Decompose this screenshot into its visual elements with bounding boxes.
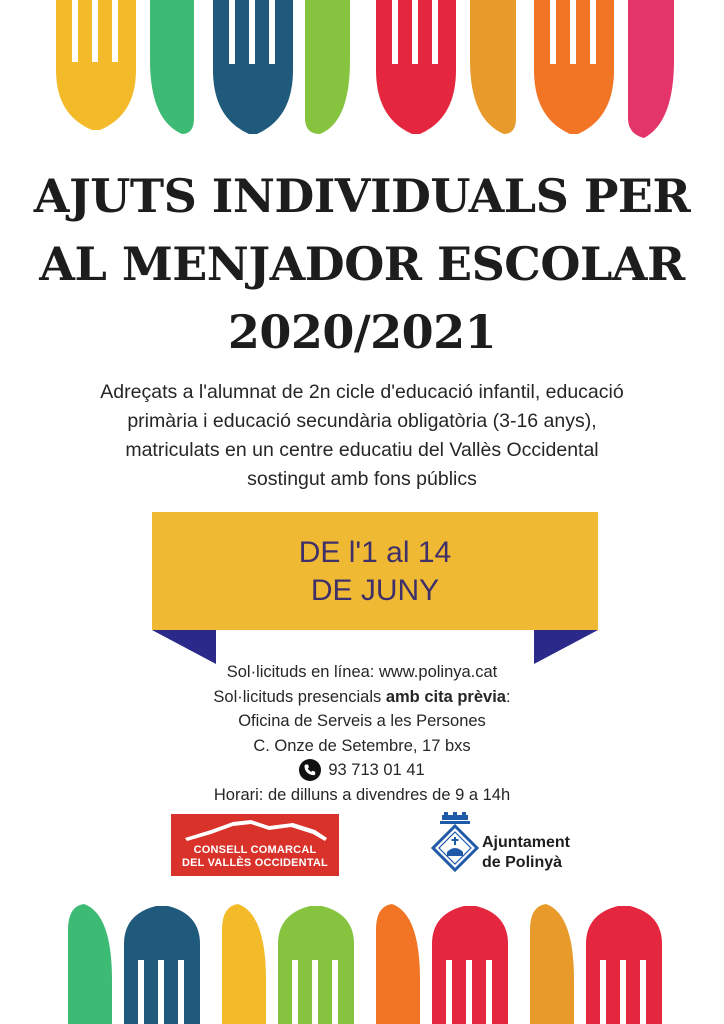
opening-hours: Horari: de dilluns a divendres de 9 a 14h [213,785,511,804]
fork-icon [56,0,136,130]
fork-icon [278,906,354,1024]
phone-line [100,758,624,783]
appointment-required: amb cita prèvia [385,687,506,706]
ajuntament-line1: Ajuntament [482,834,570,851]
consell-comarcal-logo [171,814,339,876]
banner-line: DE l'1 al 14 [298,536,452,569]
ribbon-fold-right [534,630,598,664]
inperson-prefix: Sol·licituds presencials [213,687,386,706]
title-line: AJUTS INDIVIDUALS PER [33,169,691,223]
description-line: sostingut amb fons públics [247,468,477,490]
knife-icon [376,904,420,1024]
date-banner [152,512,598,630]
polinya-shield-icon [430,812,480,878]
inperson-suffix: : [505,687,511,706]
title-line: AL MENJADOR ESCOLAR [39,237,685,291]
description-line: primària i educació secundària obligatòria (3-16 anys), [127,410,597,432]
online-application-line: Sol·licituds en línea: www.polinya.cat [226,663,498,681]
office-name: Oficina de Serveis a les Persones [238,712,486,730]
fork-icon [534,0,614,134]
knife-icon [628,0,674,138]
consell-line2: DEL VALLÈS OCCIDENTAL [182,857,328,869]
description-line: matriculats en un centre educatiu del Vallès Occidental [125,439,599,461]
office-address: C. Onze de Setembre, 17 bxs [253,736,471,755]
ajuntament-polinya-logo [430,812,600,878]
banner-line: DE JUNY [310,574,440,607]
inperson-application-line [100,685,624,710]
fork-icon [213,0,293,134]
ajuntament-line2: de Polinyà [482,854,563,871]
description [40,378,684,494]
knife-icon [530,904,574,1024]
fork-icon [432,906,508,1024]
phone-number: 93 713 01 41 [328,761,425,779]
top-cutlery-decoration [0,0,724,140]
page-title [30,162,694,366]
knife-icon [305,0,350,134]
knife-icon [150,0,194,134]
title-year: 2020/2021 [227,305,497,359]
knife-icon [222,904,266,1024]
fork-icon [586,906,662,1024]
consell-line1: CONSELL COMARCAL [193,844,317,856]
knife-icon [470,0,516,134]
fork-icon [376,0,456,134]
ribbon-fold-left [152,630,216,664]
bottom-cutlery-decoration [0,900,724,1024]
contact-info [100,660,624,807]
description-line: Adreçats a l'alumnat de 2n cicle d'educació infantil, educació [100,381,624,403]
phone-icon [299,759,321,781]
fork-icon [124,906,200,1024]
knife-icon [68,904,112,1024]
